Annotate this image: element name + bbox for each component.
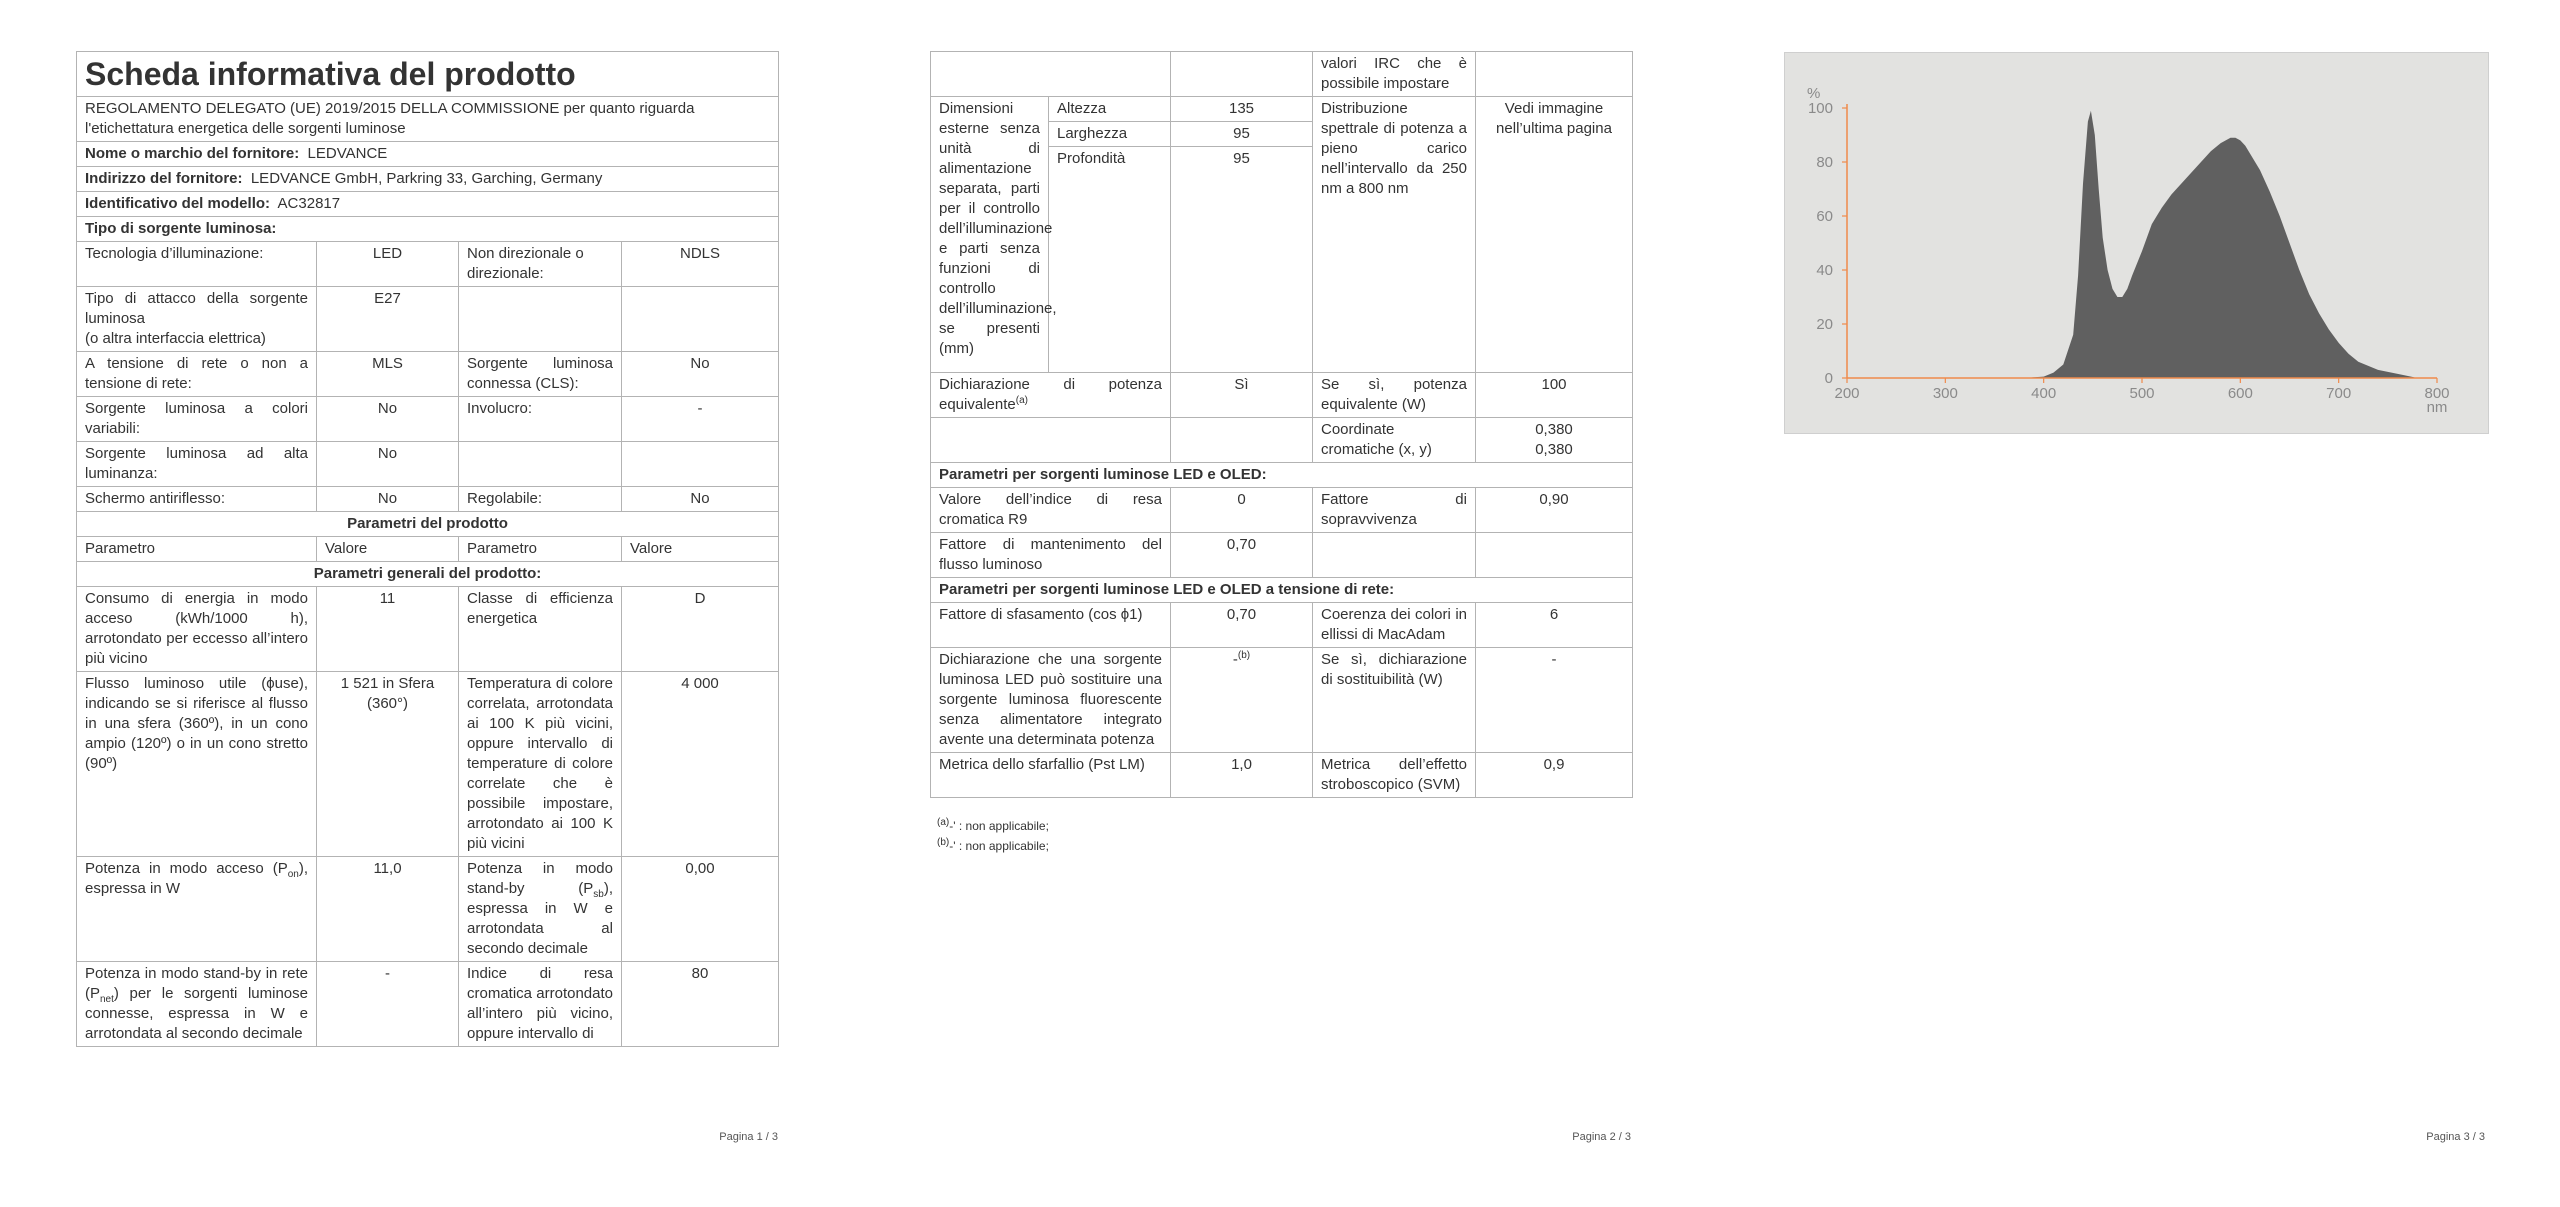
x-tick-label: 400 <box>2031 385 2057 402</box>
param-value: 4 000 <box>622 672 779 857</box>
row-label: Sorgente luminosa ad alta luminanza: <box>77 442 317 487</box>
spectral-label: Distribuzione spettrale di potenza a pieno carico nell’intervallo da 250 nm a 800 nm <box>1313 97 1476 373</box>
row-label: Involucro: <box>459 397 622 442</box>
y-tick-label: 80 <box>1816 154 1833 171</box>
spectral-chart-svg <box>1785 53 2488 433</box>
row-value: MLS <box>317 352 459 397</box>
page-number: Pagina 2 / 3 <box>1572 1131 1631 1143</box>
row-label-sub: (o altra interfaccia elettrica) <box>85 330 266 347</box>
height-label: Altezza <box>1049 97 1171 122</box>
x-tick-label: 200 <box>1834 385 1860 402</box>
source-type-label: Tipo di sorgente luminosa: <box>77 217 779 242</box>
fluor-value-text: - <box>1232 651 1238 668</box>
param-value: 1 521 in Sfera (360°) <box>317 672 459 857</box>
maint-label: Fattore di mantenimento del flusso luminoso <box>931 533 1171 578</box>
survival-value: 0,90 <box>1476 488 1633 533</box>
r9-value: 0 <box>1171 488 1313 533</box>
param-value: D <box>622 587 779 672</box>
equiv-w-label: Se sì, potenza equivalente (W) <box>1313 373 1476 418</box>
document-title: Scheda informativa del prodotto <box>77 52 779 97</box>
product-info-table-part2 <box>930 51 1633 798</box>
chroma-label: Coordinate cromatiche (x, y) <box>1313 418 1476 463</box>
row-value: E27 <box>317 287 459 352</box>
col-param-header: Parametro <box>77 537 317 562</box>
param-label: Temperatura di colore correlata, arrotondata ai 100 K più vicini, oppure intervallo di temperature di colore correlate che è possibile impostare, arrotondato ai 100 K più vicini <box>459 672 622 857</box>
spectral-chart <box>1784 52 2489 434</box>
chroma-x: 0,380 <box>1535 421 1573 438</box>
flicker-label: Metrica dello sfarfallio (Pst LM) <box>931 753 1171 798</box>
row-label: Schermo antiriflesso: <box>77 487 317 512</box>
subst-label: Se sì, dichiarazione di sostituibilità (W) <box>1313 648 1476 753</box>
table-row <box>931 488 1633 533</box>
row-value: No <box>317 487 459 512</box>
row-value: No <box>622 352 779 397</box>
page-number: Pagina 1 / 3 <box>719 1131 778 1143</box>
y-tick-label: 40 <box>1816 262 1833 279</box>
param-label-part: Potenza in modo stand-by in rete (P <box>85 965 308 1002</box>
page-number: Pagina 3 / 3 <box>2426 1131 2485 1143</box>
row-value: NDLS <box>622 242 779 287</box>
subst-value: - <box>1476 648 1633 753</box>
dimensions-label: Dimensioni esterne senza unità di alimentazione separata, parti per il controllo dell’illuminazione e parti senza funzioni di controllo dell’illuminazione, se presenti (mm) <box>931 97 1049 373</box>
param-label-part: ), espressa in W <box>85 860 308 897</box>
chroma-value <box>1476 418 1633 463</box>
param-label: valori IRC che è possibile impostare <box>1313 52 1476 97</box>
table-row <box>931 97 1633 122</box>
footnote-b <box>937 836 1049 856</box>
supplier-name: LEDVANCE <box>307 145 388 162</box>
row-label: Sorgente luminosa connessa (CLS): <box>459 352 622 397</box>
spectral-value: Vedi immagine nell’ultima pagina <box>1476 97 1633 373</box>
footnote-text: -' : non applicabile; <box>949 839 1049 853</box>
row-value: No <box>622 487 779 512</box>
r9-label: Valore dell’indice di resa cromatica R9 <box>931 488 1171 533</box>
maint-value: 0,70 <box>1171 533 1313 578</box>
row-label: Tecnologia d’illuminazione: <box>77 242 317 287</box>
fluor-label: Dichiarazione che una sorgente luminosa LED può sostituire una sorgente luminosa fluorescente senza alimentatore integrato avente una determinata potenza <box>931 648 1171 753</box>
depth-value: 95 <box>1171 147 1313 373</box>
table-row <box>931 373 1633 418</box>
macadam-value: 6 <box>1476 603 1633 648</box>
footnote-mark: (a) <box>1015 395 1028 406</box>
general-params-header: Parametri generali del prodotto: <box>77 562 779 587</box>
row-value: No <box>317 397 459 442</box>
row-label-main: Tipo di attacco della sorgente luminosa <box>85 290 308 327</box>
equiv-w-value: 100 <box>1476 373 1633 418</box>
y-tick-label: 60 <box>1816 208 1833 225</box>
supplier-name-label: Nome o marchio del fornitore: <box>85 145 300 162</box>
x-tick-label: 600 <box>2227 385 2253 402</box>
param-value: - <box>317 962 459 1047</box>
x-axis-label: nm <box>2426 399 2448 416</box>
width-value: 95 <box>1171 122 1313 147</box>
x-tick-label: 500 <box>2129 385 2155 402</box>
param-label-sub: sb <box>593 889 604 900</box>
strobe-label: Metrica dell’effetto stroboscopico (SVM) <box>1313 753 1476 798</box>
equiv-label-text: Dichiarazione di potenza equivalente <box>939 376 1162 413</box>
macadam-label: Coerenza dei colori in ellissi di MacAdam <box>1313 603 1476 648</box>
regulation-text: REGOLAMENTO DELEGATO (UE) 2019/2015 DELLA COMMISSIONE per quanto riguarda l'etichettatura energetica delle sorgenti luminose <box>77 97 779 142</box>
model-id: AC32817 <box>277 195 341 212</box>
footnote-mark: (b) <box>1237 650 1251 661</box>
table-row <box>931 52 1633 97</box>
row-value: LED <box>317 242 459 287</box>
equiv-value: Sì <box>1171 373 1313 418</box>
param-label-part: Potenza in modo stand-by (P <box>467 860 613 897</box>
param-label-sub: net <box>100 994 114 1005</box>
equiv-label <box>931 373 1171 418</box>
table-row <box>931 648 1633 753</box>
x-tick-label: 300 <box>1932 385 1958 402</box>
y-tick-label: 100 <box>1807 100 1833 117</box>
table-row <box>931 533 1633 578</box>
led-params-header: Parametri per sorgenti luminose LED e OLED: <box>931 463 1633 488</box>
param-value: 11,0 <box>317 857 459 962</box>
footnotes <box>937 816 1049 856</box>
param-value: 80 <box>622 962 779 1047</box>
x-tick-label: 800 <box>2424 385 2450 402</box>
strobe-value: 0,9 <box>1476 753 1633 798</box>
col-value-header: Valore <box>317 537 459 562</box>
param-label: Consumo di energia in modo acceso (kWh/1000 h), arrotondato per eccesso all’intero più vicino <box>77 587 317 672</box>
supplier-address: LEDVANCE GmbH, Parkring 33, Garching, Germany <box>250 170 603 187</box>
row-label: Sorgente luminosa a colori variabili: <box>77 397 317 442</box>
table-row <box>931 753 1633 798</box>
row-label: A tensione di rete o non a tensione di rete: <box>77 352 317 397</box>
survival-label: Fattore di sopravvivenza <box>1313 488 1476 533</box>
footnote-a <box>937 816 1049 836</box>
y-axis-label: % <box>1807 85 1821 102</box>
col-param-header: Parametro <box>459 537 622 562</box>
x-tick-label: 700 <box>2326 385 2352 402</box>
row-label: Regolabile: <box>459 487 622 512</box>
pf-value: 0,70 <box>1171 603 1313 648</box>
footnote-mark: (a) <box>937 817 950 828</box>
chroma-y: 0,380 <box>1535 441 1573 458</box>
footnote-text: -' : non applicabile; <box>949 819 1049 833</box>
pf-label: Fattore di sfasamento (cos ϕ1) <box>931 603 1171 648</box>
table-row <box>931 603 1633 648</box>
supplier-address-label: Indirizzo del fornitore: <box>85 170 243 187</box>
param-label: Flusso luminoso utile (ϕuse), indicando se si riferisce al flusso in una sfera (360º), in un cono ampio (120º) o in un cono stretto (90º) <box>77 672 317 857</box>
param-label-part: Potenza in modo acceso (P <box>85 860 288 877</box>
param-label-part: ) per le sorgenti luminose connesse, espressa in W e arrotondata al secondo decimale <box>85 985 308 1042</box>
product-params-header: Parametri del prodotto <box>77 512 779 537</box>
row-value: - <box>622 397 779 442</box>
y-tick-label: 0 <box>1824 370 1833 387</box>
model-id-label: Identificativo del modello: <box>85 195 271 212</box>
row-label: Non direzionale o direzionale: <box>459 242 622 287</box>
depth-label: Profondità <box>1049 147 1171 373</box>
param-label: Indice di resa cromatica arrotondato all’intero più vicino, oppure intervallo di <box>459 962 622 1047</box>
param-label-sub: on <box>287 869 299 880</box>
y-tick-label: 20 <box>1816 316 1833 333</box>
width-label: Larghezza <box>1049 122 1171 147</box>
footnote-mark: (b) <box>937 837 950 848</box>
param-label: Classe di efficienza energetica <box>459 587 622 672</box>
col-value-header: Valore <box>622 537 779 562</box>
row-value: No <box>317 442 459 487</box>
fluor-value <box>1171 648 1313 753</box>
table-row <box>931 418 1633 463</box>
param-value: 0,00 <box>622 857 779 962</box>
param-value: 11 <box>317 587 459 672</box>
param-label-part: ), espressa in W e arrotondata al secondo decimale <box>467 880 613 957</box>
height-value: 135 <box>1171 97 1313 122</box>
spectrum-area-layer <box>2024 111 2417 378</box>
mains-params-header: Parametri per sorgenti luminose LED e OLED a tensione di rete: <box>931 578 1633 603</box>
flicker-value: 1,0 <box>1171 753 1313 798</box>
spectrum-area <box>2024 111 2417 378</box>
